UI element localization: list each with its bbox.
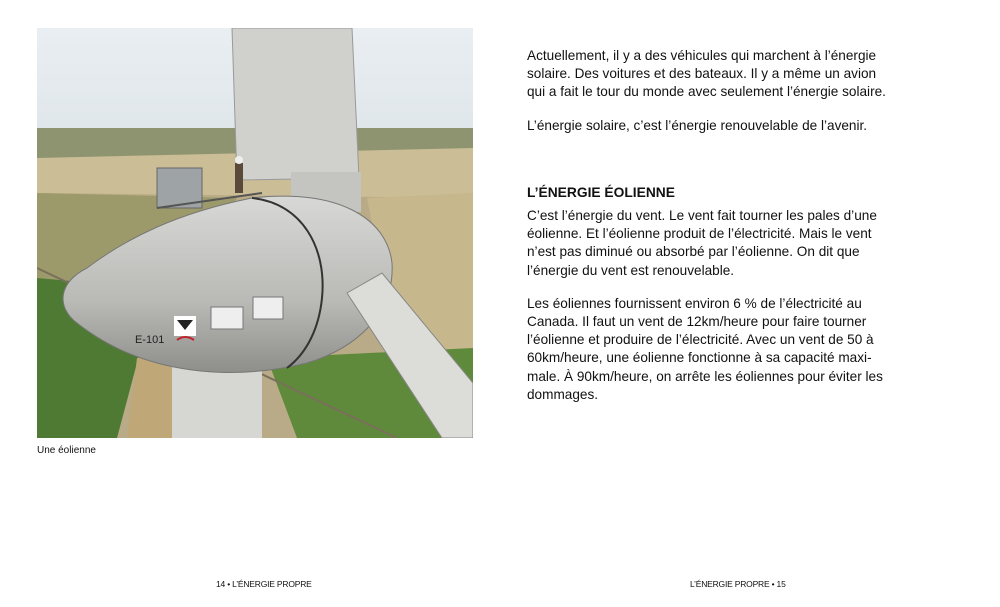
right-page-footer: L’ÉNERGIE PROPRE • 15 <box>690 579 786 589</box>
paragraph <box>527 117 887 135</box>
text-line: Les éoliennes fournissent environ 6 % de l’électricité au <box>527 295 862 311</box>
text-line: n’est pas diminué ou absorbé par l’éolienne. On dit que <box>527 244 860 260</box>
text-line: solaire. Des voitures et des bateaux. Il y a même un avion <box>527 66 877 82</box>
text-line: 60km/heure, une éolienne fonctionne à sa capacité maxi- <box>527 350 872 366</box>
svg-text:E-101: E-101 <box>135 334 165 346</box>
text-line: éolienne. Et l’éolienne produit de l’électricité. Mais le vent <box>527 226 872 242</box>
paragraph <box>527 295 887 404</box>
wind-turbine-photo <box>37 28 473 438</box>
paragraph <box>527 47 887 102</box>
text-line: qui a fait le tour du monde avec seulement l’énergie solaire. <box>527 84 886 100</box>
figure-caption: Une éolienne <box>37 445 96 456</box>
text-line: l’énergie du vent est renouvelable. <box>527 262 735 278</box>
left-page-footer: 14 • L’ÉNERGIE PROPRE <box>216 579 312 589</box>
section-heading: L’ÉNERGIE ÉOLIENNE <box>527 184 675 200</box>
text-line: Actuellement, il y a des véhicules qui marchent à l’énergie <box>527 48 877 63</box>
text-line: C’est l’énergie du vent. Le vent fait tourner les pales d’une <box>527 208 877 224</box>
paragraph <box>527 207 887 280</box>
right-page-body <box>527 47 887 419</box>
text-line: male. À 90km/heure, on arrête les éoliennes pour éviter les <box>527 368 883 384</box>
text-line: Canada. Il faut un vent de 12km/heure pour faire tourner <box>527 314 867 330</box>
text-line: L’énergie solaire, c’est l’énergie renouvelable de l’avenir. <box>527 117 868 133</box>
text-line: dommages. <box>527 386 599 402</box>
text-line: l’éolienne et produire de l’électricité. Avec un vent de 50 à <box>527 332 874 348</box>
